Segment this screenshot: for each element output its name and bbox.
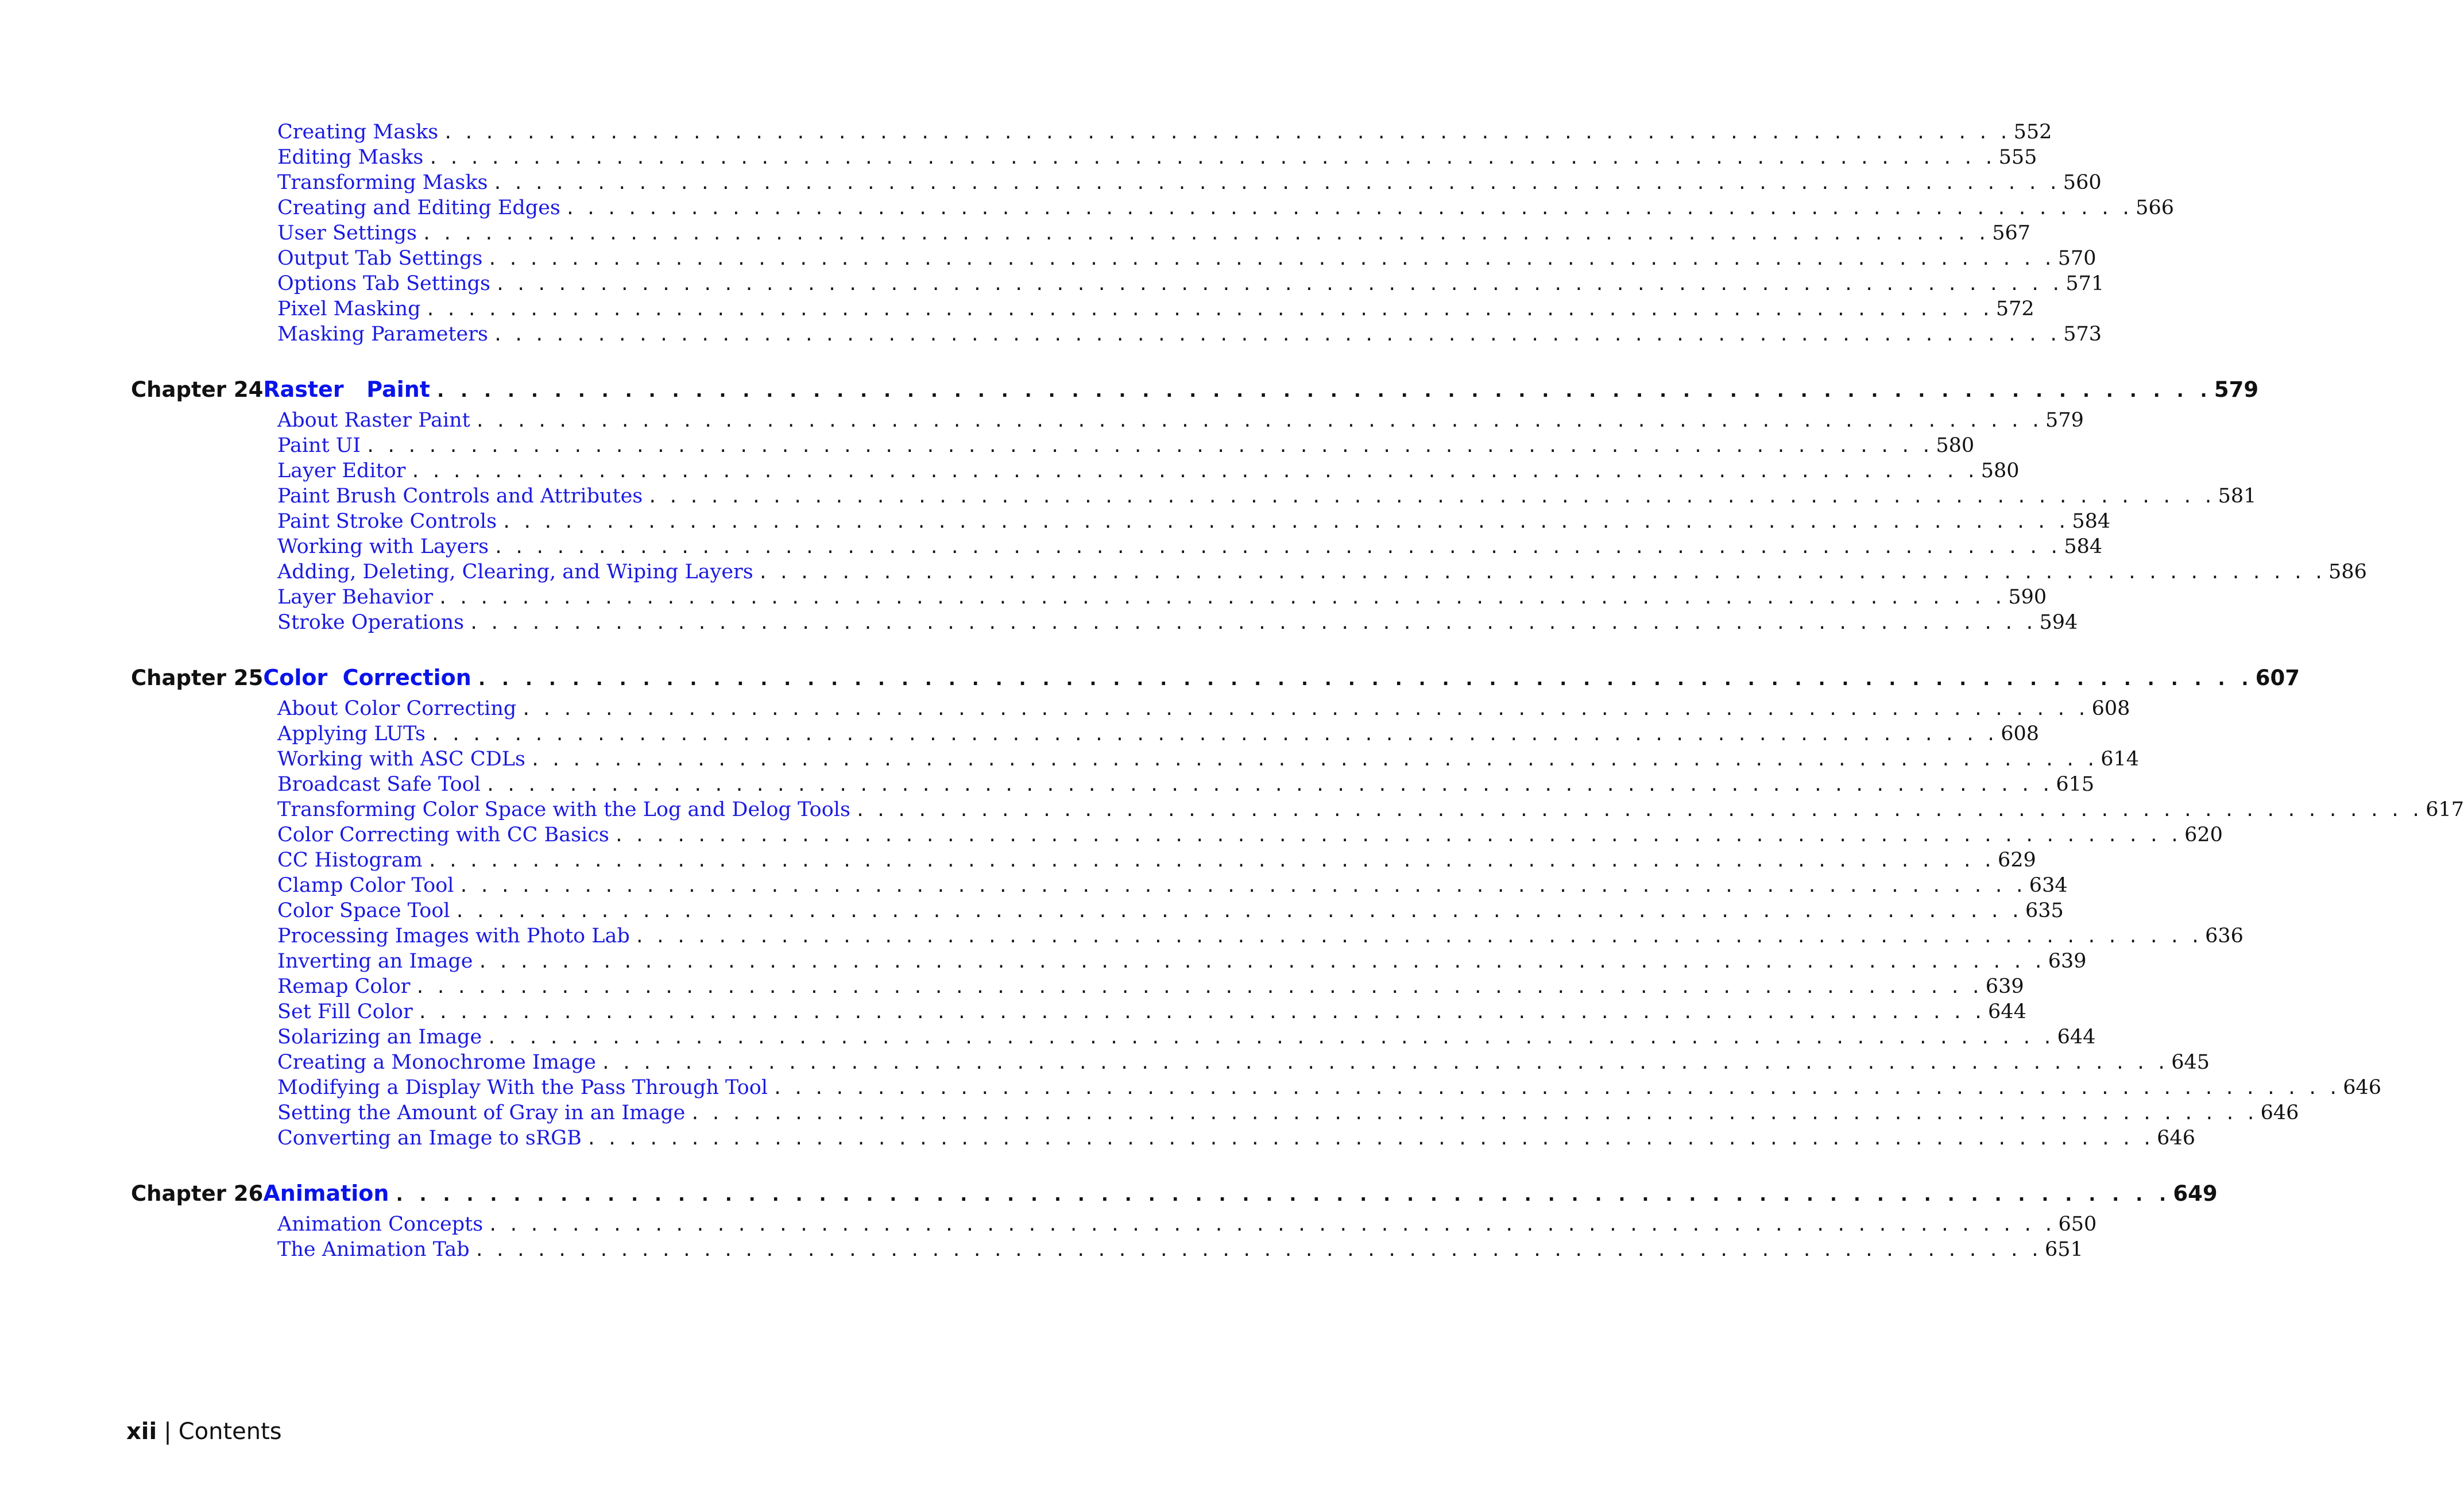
toc-entry-page-number: 651 — [2044, 1238, 2083, 1261]
dot-leader: . . . . . . . . . . . . . . . . . . . . . . . . . . . . . . . . . . . . . . . . . . . . . . . . . . . . . . . . . . . . . . . . . . . . . . . . . . . . — [772, 1078, 2339, 1099]
chapter-label: Chapter 25 — [131, 666, 264, 690]
toc-entry-list — [277, 121, 2174, 348]
toc-entry-link[interactable]: Output Tab Settings — [277, 247, 483, 270]
toc-entry[interactable] — [277, 297, 2034, 323]
toc-entry-page-number: 566 — [2136, 196, 2174, 219]
toc-entry-page-number: 646 — [2157, 1127, 2195, 1150]
toc-entry-link[interactable]: Applying LUTs — [277, 722, 426, 745]
toc-entry-link[interactable]: Solarizing an Image — [277, 1026, 482, 1049]
dot-leader: . . . . . . . . . . . . . . . . . . . . . . . . . . . . . . . . . . . . . . . . . . . . . . . . . . . . . . . . . . . . . . . . . . . . . . . . . . . . — [600, 1053, 2167, 1073]
toc-entry-link[interactable]: User Settings — [277, 222, 417, 245]
toc-entry-page-number: 581 — [2218, 485, 2257, 508]
dot-leader: . . . . . . . . . . . . . . . . . . . . . . . . . . . . . . . . . . . . . . . . . . . . . . . . . . . . . . . . . . . . . . . . . . . . . . . . . . . . — [477, 952, 2044, 972]
toc-entry[interactable] — [277, 1101, 2299, 1127]
toc-group — [131, 665, 2464, 1152]
toc-entry-page-number: 635 — [2025, 899, 2064, 922]
chapter-label: Chapter 26 — [131, 1181, 264, 1206]
toc-entry-link[interactable]: Setting the Amount of Gray in an Image — [277, 1101, 686, 1124]
toc-entry-link[interactable]: Inverting an Image — [277, 950, 473, 973]
dot-leader: . . . . . . . . . . . . . . . . . . . . . . . . . . . . . . . . . . . . . . . . . . . . . . . . . . . . . . . . . . . . . . . . . . . . . . . . . . . . — [458, 876, 2025, 896]
table-of-contents — [131, 121, 2464, 1292]
toc-entry-page-number: 620 — [2184, 823, 2223, 846]
toc-entry-page-number: 555 — [1998, 146, 2037, 169]
toc-entry[interactable] — [277, 611, 2078, 636]
toc-entry[interactable] — [277, 697, 2130, 722]
chapter-label: Chapter 24 — [131, 377, 264, 402]
dot-leader: . . . . . . . . . . . . . . . . . . . . . . . . . . . . . . . . . . . . . . . . . . . . . . . . . . . . . . . . . . . . . . . . . . . . . . . . . . . . — [492, 325, 2059, 345]
toc-entry-page-number: 629 — [1998, 849, 2036, 872]
dot-leader: . . . . . . . . . . . . . . . . . . . . . . . . . . . . . . . . . . . . . . . . . . . . . . . . . . . . . . . . . . . . . . . . . . . . . . . . . . . . — [434, 379, 2210, 402]
toc-entry-link[interactable]: Working with Layers — [277, 535, 489, 558]
toc-entry-link[interactable]: Stroke Operations — [277, 611, 465, 634]
dot-leader: . . . . . . . . . . . . . . . . . . . . . . . . . . . . . . . . . . . . . . . . . . . . . . . . . . . . . . . . . . . . . . . . . . . . . . . . . . . . — [438, 588, 2004, 608]
toc-entry[interactable] — [277, 485, 2257, 510]
toc-entry-link[interactable]: About Raster Paint — [277, 409, 470, 432]
toc-group — [131, 121, 2174, 348]
toc-entry-link[interactable]: Color Space Tool — [277, 899, 450, 922]
page-footer — [126, 1418, 282, 1445]
toc-entry[interactable] — [277, 434, 1975, 459]
dot-leader: . . . . . . . . . . . . . . . . . . . . . . . . . . . . . . . . . . . . . . . . . . . . . . . . . . . . . . . . . . . . . . . . . . . . . . . . . . . . — [487, 249, 2053, 269]
toc-entry-page-number: 552 — [2013, 121, 2052, 144]
toc-entry[interactable] — [277, 1213, 2097, 1238]
dot-leader: . . . . . . . . . . . . . . . . . . . . . . . . . . . . . . . . . . . . . . . . . . . . . . . . . . . . . . . . . . . . . . . . . . . . . . . . . . . . — [475, 667, 2251, 690]
toc-entry-page-number: 584 — [2064, 535, 2103, 558]
toc-entry-page-number: 644 — [1988, 1000, 2026, 1023]
toc-group — [131, 377, 2367, 636]
dot-leader: . . . . . . . . . . . . . . . . . . . . . . . . . . . . . . . . . . . . . . . . . . . . . . . . . . . . . . . . . . . . . . . . . . . . . . . . . . . . — [647, 487, 2214, 507]
toc-entry-list — [277, 697, 2464, 1152]
chapter-title-link[interactable]: Raster Paint — [263, 377, 430, 402]
toc-entry-link[interactable]: Color Correcting with CC Basics — [277, 823, 609, 846]
dot-leader: . . . . . . . . . . . . . . . . . . . . . . . . . . . . . . . . . . . . . . . . . . . . . . . . . . . . . . . . . . . . . . . . . . . . . . . . . . . . — [454, 902, 2021, 922]
dot-leader: . . . . . . . . . . . . . . . . . . . . . . . . . . . . . . . . . . . . . . . . . . . . . . . . . . . . . . . . . . . . . . . . . . . . . . . . . . . . — [430, 725, 1997, 745]
toc-entry-link[interactable]: Layer Behavior — [277, 586, 434, 609]
dot-leader: . . . . . . . . . . . . . . . . . . . . . . . . . . . . . . . . . . . . . . . . . . . . . . . . . . . . . . . . . . . . . . . . . . . . . . . . . . . . — [492, 173, 2059, 194]
toc-entry-link[interactable]: Transforming Masks — [277, 171, 488, 194]
chapter-title-link[interactable]: Color Correction — [263, 665, 471, 690]
toc-entry-page-number: 560 — [2063, 171, 2102, 194]
toc-entry-list — [277, 1213, 2097, 1263]
toc-entry[interactable] — [277, 1127, 2195, 1152]
dot-leader: . . . . . . . . . . . . . . . . . . . . . . . . . . . . . . . . . . . . . . . . . . . . . . . . . . . . . . . . . . . . . . . . . . . . . . . . . . . . — [393, 1183, 2169, 1206]
toc-entry[interactable] — [277, 560, 2367, 586]
toc-entry-link[interactable]: Processing Images with Photo Lab — [277, 925, 630, 948]
toc-entry[interactable] — [277, 722, 2040, 748]
toc-entry-page-number: 639 — [1985, 975, 2024, 998]
toc-entry-page-number: 614 — [2101, 748, 2140, 771]
chapter-page-number: 649 — [2173, 1181, 2218, 1206]
toc-entry-link[interactable]: Modifying a Display With the Pass Through Tool — [277, 1076, 768, 1099]
toc-entry[interactable] — [277, 1051, 2210, 1076]
toc-entry-page-number: 567 — [1992, 222, 2031, 245]
toc-entry-page-number: 579 — [2045, 409, 2084, 432]
dot-leader: . . . . . . . . . . . . . . . . . . . . . . . . . . . . . . . . . . . . . . . . . . . . . . . . . . . . . . . . . . . . . . . . . . . . . . . . . . . . — [757, 563, 2324, 583]
toc-entry[interactable] — [277, 171, 2102, 196]
toc-entry-link[interactable]: Layer Editor — [277, 459, 406, 482]
toc-entry-page-number: 584 — [2072, 510, 2111, 533]
toc-entry-page-number: 594 — [2039, 611, 2078, 634]
toc-entry[interactable] — [277, 1000, 2026, 1026]
toc-entry-link[interactable]: Set Fill Color — [277, 1000, 413, 1023]
toc-entry[interactable] — [277, 925, 2243, 950]
chapter-page-number: 607 — [2255, 666, 2300, 690]
toc-entry-page-number: 634 — [2029, 874, 2068, 897]
toc-entry-link[interactable]: Adding, Deleting, Clearing, and Wiping Layers — [277, 560, 753, 583]
toc-entry[interactable] — [277, 510, 2111, 535]
dot-leader: . . . . . . . . . . . . . . . . . . . . . . . . . . . . . . . . . . . . . . . . . . . . . . . . . . . . . . . . . . . . . . . . . . . . . . . . . . . . — [485, 775, 2052, 795]
toc-entry-link[interactable]: Editing Masks — [277, 146, 424, 169]
toc-entry-link[interactable]: The Animation Tab — [277, 1238, 470, 1261]
toc-group — [131, 1181, 2218, 1263]
dot-leader: . . . . . . . . . . . . . . . . . . . . . . . . . . . . . . . . . . . . . . . . . . . . . . . . . . . . . . . . . . . . . . . . . . . . . . . . . . . . — [501, 512, 2068, 532]
toc-entry[interactable] — [277, 975, 2024, 1000]
toc-entry-list — [277, 409, 2367, 636]
toc-entry-link[interactable]: Clamp Color Tool — [277, 874, 454, 897]
dot-leader: . . . . . . . . . . . . . . . . . . . . . . . . . . . . . . . . . . . . . . . . . . . . . . . . . . . . . . . . . . . . . . . . . . . . . . . . . . . . — [410, 462, 1976, 482]
dot-leader: . . . . . . . . . . . . . . . . . . . . . . . . . . . . . . . . . . . . . . . . . . . . . . . . . . . . . . . . . . . . . . . . . . . . . . . . . . . . — [486, 1028, 2053, 1048]
toc-entry-page-number: 580 — [1936, 434, 1975, 457]
toc-entry-page-number: 590 — [2008, 586, 2047, 609]
toc-entry-link[interactable]: Paint Stroke Controls — [277, 510, 497, 533]
dot-leader: . . . . . . . . . . . . . . . . . . . . . . . . . . . . . . . . . . . . . . . . . . . . . . . . . . . . . . . . . . . . . . . . . . . . . . . . . . . . — [474, 1240, 2040, 1260]
toc-entry[interactable] — [277, 272, 2105, 297]
dot-leader: . . . . . . . . . . . . . . . . . . . . . . . . . . . . . . . . . . . . . . . . . . . . . . . . . . . . . . . . . . . . . . . . . . . . . . . . . . . . — [634, 927, 2201, 947]
footer-separator: | — [164, 1418, 172, 1445]
toc-entry-page-number: 646 — [2260, 1101, 2299, 1124]
toc-entry-page-number: 645 — [2171, 1051, 2210, 1074]
dot-leader: . . . . . . . . . . . . . . . . . . . . . . . . . . . . . . . . . . . . . . . . . . . . . . . . . . . . . . . . . . . . . . . . . . . . . . . . . . . . — [564, 199, 2132, 219]
toc-entry[interactable] — [277, 849, 2036, 874]
toc-entry-link[interactable]: Converting an Image to sRGB — [277, 1127, 582, 1150]
footer-section-title: Contents — [178, 1418, 282, 1445]
chapter-page-number: 579 — [2214, 377, 2259, 402]
toc-entry-page-number: 572 — [1995, 297, 2034, 320]
dot-leader: . . . . . . . . . . . . . . . . . . . . . . . . . . . . . . . . . . . . . . . . . . . . . . . . . . . . . . . . . . . . . . . . . . . . . . . . . . . . — [690, 1104, 2256, 1124]
dot-leader: . . . . . . . . . . . . . . . . . . . . . . . . . . . . . . . . . . . . . . . . . . . . . . . . . . . . . . . . . . . . . . . . . . . . . . . . . . . . — [495, 274, 2061, 295]
toc-entry-page-number: 644 — [2057, 1026, 2096, 1049]
dot-leader: . . . . . . . . . . . . . . . . . . . . . . . . . . . . . . . . . . . . . . . . . . . . . . . . . . . . . . . . . . . . . . . . . . . . . . . . . . . . — [613, 826, 2180, 846]
toc-entry[interactable] — [277, 748, 2140, 773]
toc-entry-link[interactable]: Remap Color — [277, 975, 411, 998]
toc-entry-page-number: 617 — [2426, 798, 2464, 821]
toc-entry-page-number: 586 — [2328, 560, 2367, 583]
chapter-title-link[interactable]: Animation — [263, 1181, 389, 1206]
dot-leader: . . . . . . . . . . . . . . . . . . . . . . . . . . . . . . . . . . . . . . . . . . . . . . . . . . . . . . . . . . . . . . . . . . . . . . . . . . . . — [474, 411, 2041, 431]
toc-entry[interactable] — [277, 1026, 2096, 1051]
dot-leader: . . . . . . . . . . . . . . . . . . . . . . . . . . . . . . . . . . . . . . . . . . . . . . . . . . . . . . . . . . . . . . . . . . . . . . . . . . . . — [415, 977, 1981, 997]
dot-leader: . . . . . . . . . . . . . . . . . . . . . . . . . . . . . . . . . . . . . . . . . . . . . . . . . . . . . . . . . . . . . . . . . . . . . . . . . . . . — [428, 148, 1994, 168]
toc-entry[interactable] — [277, 773, 2095, 798]
toc-entry[interactable] — [277, 950, 2087, 975]
toc-entry-page-number: 608 — [2001, 722, 2040, 745]
toc-entry[interactable] — [277, 409, 2084, 434]
toc-entry[interactable] — [277, 823, 2223, 849]
toc-entry-link[interactable]: Transforming Color Space with the Log and Delog Tools — [277, 798, 850, 821]
toc-entry[interactable] — [277, 535, 2103, 560]
toc-entry[interactable] — [277, 459, 2020, 485]
toc-entry[interactable] — [277, 146, 2037, 171]
toc-entry[interactable] — [277, 798, 2464, 823]
toc-entry-link[interactable]: Creating and Editing Edges — [277, 196, 560, 219]
toc-entry[interactable] — [277, 586, 2047, 611]
dot-leader: . . . . . . . . . . . . . . . . . . . . . . . . . . . . . . . . . . . . . . . . . . . . . . . . . . . . . . . . . . . . . . . . . . . . . . . . . . . . — [521, 699, 2087, 720]
toc-entry-link[interactable]: Options Tab Settings — [277, 272, 491, 295]
toc-entry-page-number: 573 — [2063, 323, 2102, 346]
dot-leader: . . . . . . . . . . . . . . . . . . . . . . . . . . . . . . . . . . . . . . . . . . . . . . . . . . . . . . . . . . . . . . . . . . . . . . . . . . . . — [529, 750, 2096, 770]
toc-entry-link[interactable]: Pixel Masking — [277, 297, 421, 320]
toc-entry-link[interactable]: Paint UI — [277, 434, 361, 457]
chapter-heading[interactable] — [131, 377, 2259, 409]
dot-leader: . . . . . . . . . . . . . . . . . . . . . . . . . . . . . . . . . . . . . . . . . . . . . . . . . . . . . . . . . . . . . . . . . . . . . . . . . . . . — [493, 537, 2060, 558]
chapter-heading[interactable] — [131, 665, 2300, 697]
dot-leader: . . . . . . . . . . . . . . . . . . . . . . . . . . . . . . . . . . . . . . . . . . . . . . . . . . . . . . . . . . . . . . . . . . . . . . . . . . . . — [427, 851, 1993, 871]
toc-entry-page-number: 636 — [2205, 925, 2243, 948]
toc-entry-page-number: 571 — [2065, 272, 2105, 295]
toc-entry-link[interactable]: Masking Parameters — [277, 323, 488, 346]
dot-leader: . . . . . . . . . . . . . . . . . . . . . . . . . . . . . . . . . . . . . . . . . . . . . . . . . . . . . . . . . . . . . . . . . . . . . . . . . . . . — [586, 1129, 2153, 1149]
toc-entry-link[interactable]: Broadcast Safe Tool — [277, 773, 481, 796]
toc-entry[interactable] — [277, 1076, 2382, 1101]
toc-entry-link[interactable]: Creating Masks — [277, 121, 439, 144]
toc-entry[interactable] — [277, 121, 2052, 146]
dot-leader: . . . . . . . . . . . . . . . . . . . . . . . . . . . . . . . . . . . . . . . . . . . . . . . . . . . . . . . . . . . . . . . . . . . . . . . . . . . . — [417, 1003, 1984, 1023]
toc-entry[interactable] — [277, 874, 2068, 899]
dot-leader: . . . . . . . . . . . . . . . . . . . . . . . . . . . . . . . . . . . . . . . . . . . . . . . . . . . . . . . . . . . . . . . . . . . . . . . . . . . . — [443, 123, 2009, 143]
toc-entry-link[interactable]: Paint Brush Controls and Attributes — [277, 485, 643, 508]
toc-entry-page-number: 650 — [2058, 1213, 2097, 1236]
dot-leader: . . . . . . . . . . . . . . . . . . . . . . . . . . . . . . . . . . . . . . . . . . . . . . . . . . . . . . . . . . . . . . . . . . . . . . . . . . . . — [488, 1215, 2054, 1235]
dot-leader: . . . . . . . . . . . . . . . . . . . . . . . . . . . . . . . . . . . . . . . . . . . . . . . . . . . . . . . . . . . . . . . . . . . . . . . . . . . . — [421, 224, 1988, 244]
dot-leader: . . . . . . . . . . . . . . . . . . . . . . . . . . . . . . . . . . . . . . . . . . . . . . . . . . . . . . . . . . . . . . . . . . . . . . . . . . . . — [854, 801, 2422, 821]
toc-entry[interactable] — [277, 1238, 2083, 1263]
dot-leader: . . . . . . . . . . . . . . . . . . . . . . . . . . . . . . . . . . . . . . . . . . . . . . . . . . . . . . . . . . . . . . . . . . . . . . . . . . . . — [425, 300, 1991, 320]
toc-entry[interactable] — [277, 323, 2102, 348]
toc-entry[interactable] — [277, 899, 2064, 925]
toc-entry-page-number: 646 — [2343, 1076, 2382, 1099]
toc-entry-link[interactable]: Working with ASC CDLs — [277, 748, 525, 771]
toc-entry-page-number: 615 — [2056, 773, 2095, 796]
toc-entry[interactable] — [277, 196, 2174, 222]
dot-leader: . . . . . . . . . . . . . . . . . . . . . . . . . . . . . . . . . . . . . . . . . . . . . . . . . . . . . . . . . . . . . . . . . . . . . . . . . . . . — [469, 613, 2035, 633]
dot-leader: . . . . . . . . . . . . . . . . . . . . . . . . . . . . . . . . . . . . . . . . . . . . . . . . . . . . . . . . . . . . . . . . . . . . . . . . . . . . — [365, 436, 1932, 457]
toc-entry-page-number: 608 — [2091, 697, 2130, 720]
toc-entry-page-number: 639 — [2048, 950, 2087, 973]
toc-entry-page-number: 570 — [2057, 247, 2096, 270]
toc-entry-link[interactable]: CC Histogram — [277, 849, 423, 872]
toc-entry[interactable] — [277, 222, 2031, 247]
toc-entry-link[interactable]: Animation Concepts — [277, 1213, 483, 1236]
toc-entry-link[interactable]: Creating a Monochrome Image — [277, 1051, 596, 1074]
toc-entry[interactable] — [277, 247, 2096, 272]
toc-entry-link[interactable]: About Color Correcting — [277, 697, 517, 720]
chapter-heading[interactable] — [131, 1181, 2218, 1213]
toc-entry-page-number: 580 — [1981, 459, 2020, 482]
footer-page-number: xii — [126, 1418, 157, 1445]
